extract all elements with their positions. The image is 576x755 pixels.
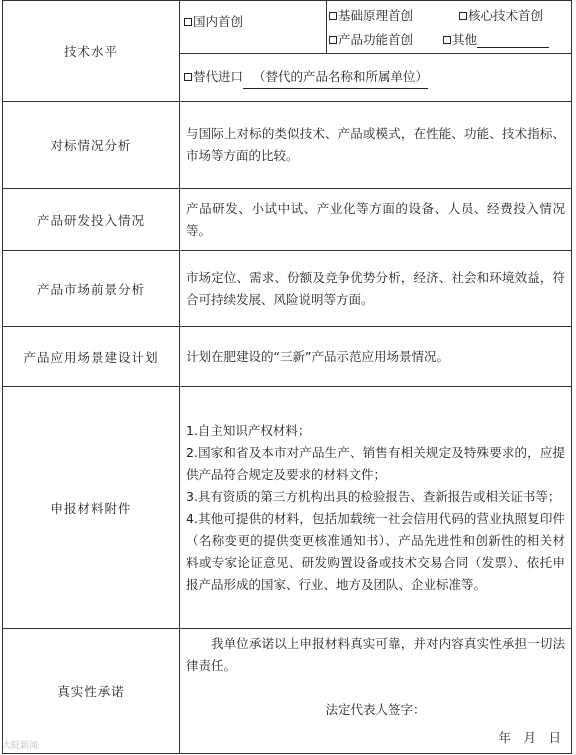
scenario-label: 产品应用场景建设计划 bbox=[3, 327, 180, 387]
commitment-block bbox=[180, 629, 572, 754]
rd-investment-label: 产品研发投入情况 bbox=[3, 189, 180, 251]
attachments-list bbox=[180, 387, 572, 629]
attachments-label: 申报材料附件 bbox=[3, 387, 180, 629]
commitment-label: 真实性承诺 bbox=[3, 629, 180, 754]
attachment-item: 4.其他可提供的材料，包括加载统一社会信用代码的营业执照复印件（名称变更的提供变更核准通知书）、产品先进性和创新性的相关材料或专家论证意见、研发购置设备或技术交易合同（发票）、依托申报产品形成的国家、行业、地方及团队、企业标准等。 bbox=[186, 510, 565, 592]
option-basic-principle: 基础原理首创 bbox=[338, 8, 414, 23]
option-import-replace: 替代进口 bbox=[193, 69, 244, 84]
rd-investment-text: 产品研发、小试中试、产业化等方面的设备、人员、经费投入情况等。 bbox=[180, 189, 572, 251]
checkbox-product-function[interactable] bbox=[329, 36, 337, 44]
import-replace-note: （替代的产品名称和所属单位） bbox=[243, 66, 428, 89]
checkbox-import-replace[interactable] bbox=[184, 73, 192, 81]
signature-label: 法定代表人签字： bbox=[325, 702, 426, 717]
tech-level-label: 技术水平 bbox=[3, 1, 180, 102]
application-form-table bbox=[2, 0, 572, 754]
checkbox-core-tech[interactable] bbox=[459, 12, 467, 20]
commitment-statement: 我单位承诺以上申报材料真实可靠，并对内容真实性承担一切法律责任。 bbox=[186, 636, 565, 673]
checkbox-other[interactable] bbox=[443, 36, 451, 44]
option-core-tech: 核心技术首创 bbox=[468, 8, 544, 23]
checkbox-basic-principle[interactable] bbox=[329, 12, 337, 20]
tech-level-options bbox=[180, 1, 572, 102]
watermark: 大皖新闻 bbox=[2, 741, 39, 751]
option-other: 其他 bbox=[452, 32, 478, 47]
attachment-item: 1.自主知识产权材料； bbox=[186, 422, 311, 438]
benchmark-text: 与国际上对标的类似技术、产品或模式，在性能、功能、技术指标、市场等方面的比较。 bbox=[180, 102, 572, 189]
other-blank-field[interactable] bbox=[477, 33, 549, 48]
attachment-item: 3.具有资质的第三方机构出具的检验报告、查新报告或相关证书等； bbox=[186, 488, 561, 504]
option-product-function: 产品功能首创 bbox=[338, 32, 414, 47]
scenario-text: 计划在肥建设的“三新”产品示范应用场景情况。 bbox=[180, 327, 572, 387]
checkbox-domestic-first[interactable] bbox=[184, 18, 192, 26]
market-label: 产品市场前景分析 bbox=[3, 251, 180, 327]
attachment-item: 2.国家和省及本市对产品生产、销售有相关规定及特殊要求的，应提供产品符合规定及要求的材料文件； bbox=[186, 444, 565, 482]
date-line: 年 月 日 bbox=[498, 730, 561, 745]
benchmark-label: 对标情况分析 bbox=[3, 102, 180, 189]
option-domestic-first: 国内首创 bbox=[193, 14, 244, 29]
market-text: 市场定位、需求、份额及竞争优势分析，经济、社会和环境效益，符合可持续发展、风险说明等方面。 bbox=[180, 251, 572, 327]
